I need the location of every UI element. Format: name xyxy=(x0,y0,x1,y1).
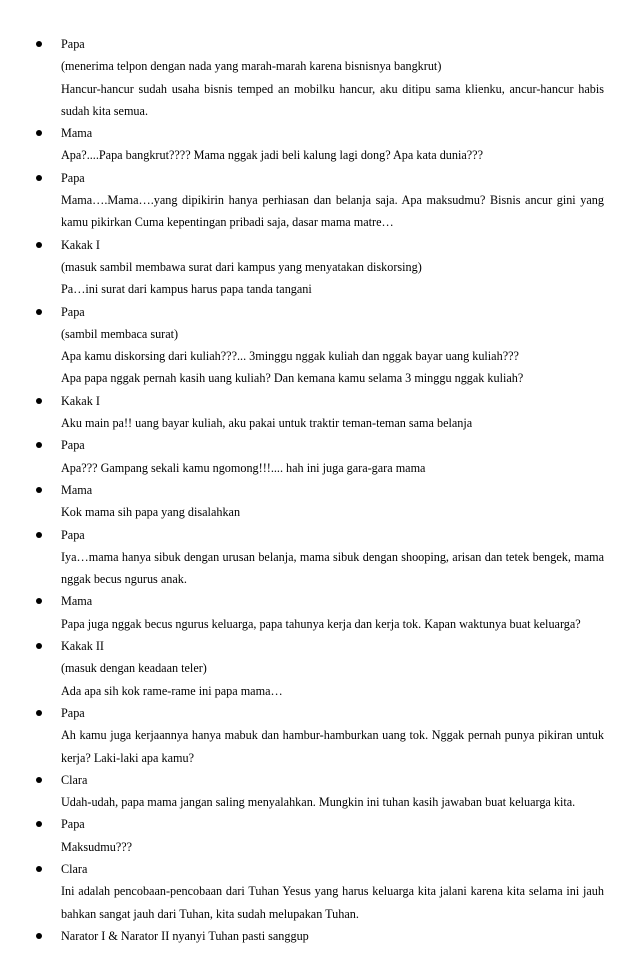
speaker-label: Kakak I xyxy=(61,393,100,408)
dialogue-line: (sambil membaca surat) xyxy=(61,326,179,341)
speaker-label: Narator I & Narator II nyanyi Tuhan pasti sanggup xyxy=(61,928,309,943)
bullet-icon xyxy=(36,41,42,47)
bullet-icon xyxy=(36,643,42,649)
dialogue-line: (menerima telpon dengan nada yang marah-marah karena bisnisnya bangkrut) xyxy=(61,59,442,74)
dialogue-line: Hancur-hancur sudah usaha bisnis temped an mobilku hancur, aku ditipu sama klienku, ancur-hancur habis sudah kita semua. xyxy=(61,81,604,118)
speaker-name xyxy=(36,813,604,835)
dialogue-line: Apa kamu diskorsing dari kuliah???... 3minggu nggak kuliah dan nggak bayar uang kuliah??? xyxy=(61,349,519,364)
speaker-label: Mama xyxy=(61,594,93,609)
bullet-icon xyxy=(36,777,42,783)
dialogue-entry xyxy=(36,33,604,122)
speaker-label: Clara xyxy=(61,772,88,787)
speaker-name xyxy=(36,122,604,144)
dialogue-line: Ah kamu juga kerjaannya hanya mabuk dan hambur-hamburkan uang tok. Nggak pernah punya pikiran untuk kerja? Laki-laki apa kamu? xyxy=(61,728,604,765)
bullet-icon xyxy=(36,398,42,404)
speaker-label: Mama xyxy=(61,482,93,497)
dialogue-entry xyxy=(36,635,604,702)
dialogue-line: Kok mama sih papa yang disalahkan xyxy=(61,505,241,520)
bullet-icon xyxy=(36,933,42,939)
speaker-name xyxy=(36,858,604,880)
dialogue-line: Apa?....Papa bangkrut???? Mama nggak jadi beli kalung lagi dong? Apa kata dunia??? xyxy=(61,148,484,163)
speaker-name xyxy=(36,925,604,947)
speaker-label: Papa xyxy=(61,705,85,720)
dialogue-line: Ini adalah pencobaan-pencobaan dari Tuhan Yesus yang harus keluarga kita jalani karena kita selama ini jauh bahkan sangat jauh dari Tuhan, kita sudah melupakan Tuhan. xyxy=(61,884,604,921)
bullet-icon xyxy=(36,866,42,872)
bullet-icon xyxy=(36,442,42,448)
dialogue-entry xyxy=(36,234,604,301)
bullet-icon xyxy=(36,821,42,827)
dialogue-entry xyxy=(36,479,604,524)
bullet-icon xyxy=(36,175,42,181)
bullet-icon xyxy=(36,710,42,716)
speaker-name xyxy=(36,524,604,546)
dialogue-entry xyxy=(36,702,604,769)
speaker-label: Papa xyxy=(61,438,85,453)
speaker-name xyxy=(36,702,604,724)
speaker-label: Papa xyxy=(61,527,85,542)
dialogue-entry xyxy=(36,390,604,435)
speaker-name xyxy=(36,434,604,456)
dialogue-entry xyxy=(36,590,604,635)
bullet-icon xyxy=(36,130,42,136)
dialogue-entry xyxy=(36,167,604,234)
dialogue-line: (masuk dengan keadaan teler) xyxy=(61,661,207,676)
speaker-label: Papa xyxy=(61,170,85,185)
bullet-icon xyxy=(36,309,42,315)
speaker-label: Papa xyxy=(61,37,85,51)
bullet-icon xyxy=(36,487,42,493)
speaker-name xyxy=(36,479,604,501)
dialogue-line: Iya…mama hanya sibuk dengan urusan belanja, mama sibuk dengan shooping, arisan dan tetek bengek, mama nggak becus ngurus anak. xyxy=(61,549,604,587)
speaker-label: Clara xyxy=(61,861,88,876)
speaker-name xyxy=(36,167,604,189)
dialogue-entry xyxy=(36,524,604,591)
speaker-name xyxy=(36,769,604,791)
dialogue-entry xyxy=(36,434,604,479)
dialogue-line: Papa juga nggak becus ngurus keluarga, papa tahunya kerja dan kerja tok. Kapan waktunya buat keluarga? xyxy=(61,616,581,631)
bullet-icon xyxy=(36,532,42,538)
speaker-label: Kakak II xyxy=(61,639,104,654)
speaker-name xyxy=(36,590,604,612)
speaker-name xyxy=(36,301,604,323)
dialogue-entry xyxy=(36,769,604,814)
dialogue-line: Maksudmu??? xyxy=(61,839,133,854)
dialogue-entry xyxy=(36,813,604,858)
dialogue-line: Apa papa nggak pernah kasih uang kuliah? Dan kemana kamu selama 3 minggu nggak kuliah? xyxy=(61,371,524,386)
speaker-label: Papa xyxy=(61,817,85,832)
dialogue-line: Aku main pa!! uang bayar kuliah, aku pakai untuk traktir teman-teman sama belanja xyxy=(61,416,473,431)
speaker-label: Mama xyxy=(61,126,93,141)
dialogue-line: Udah-udah, papa mama jangan saling menyalahkan. Mungkin ini tuhan kasih jawaban buat keluarga kita. xyxy=(61,795,576,810)
speaker-name xyxy=(36,390,604,412)
speaker-label: Papa xyxy=(61,304,85,319)
dialogue-entry xyxy=(36,301,604,390)
speaker-name xyxy=(36,33,604,55)
dialogue-list xyxy=(36,33,604,947)
speaker-label: Kakak I xyxy=(61,237,100,252)
speaker-name xyxy=(36,234,604,256)
dialogue-entry xyxy=(36,925,604,947)
bullet-icon xyxy=(36,242,42,248)
bullet-icon xyxy=(36,598,42,604)
dialogue-line: Mama….Mama….yang dipikirin hanya perhiasan dan belanja saja. Apa maksudmu? Bisnis ancur gini yang kamu pikirkan Cuma kepentingan pribadi saja, dasar mama matre… xyxy=(61,193,604,230)
dialogue-entry xyxy=(36,122,604,167)
dialogue-line: Apa??? Gampang sekali kamu ngomong!!!.... hah ini juga gara-gara mama xyxy=(61,460,426,475)
dialogue-line: Pa…ini surat dari kampus harus papa tanda tangani xyxy=(61,282,312,297)
dialogue-entry xyxy=(36,858,604,925)
dialogue-line: Ada apa sih kok rame-rame ini papa mama… xyxy=(61,683,283,698)
speaker-name xyxy=(36,635,604,657)
dialogue-line: (masuk sambil membawa surat dari kampus yang menyatakan diskorsing) xyxy=(61,259,422,274)
